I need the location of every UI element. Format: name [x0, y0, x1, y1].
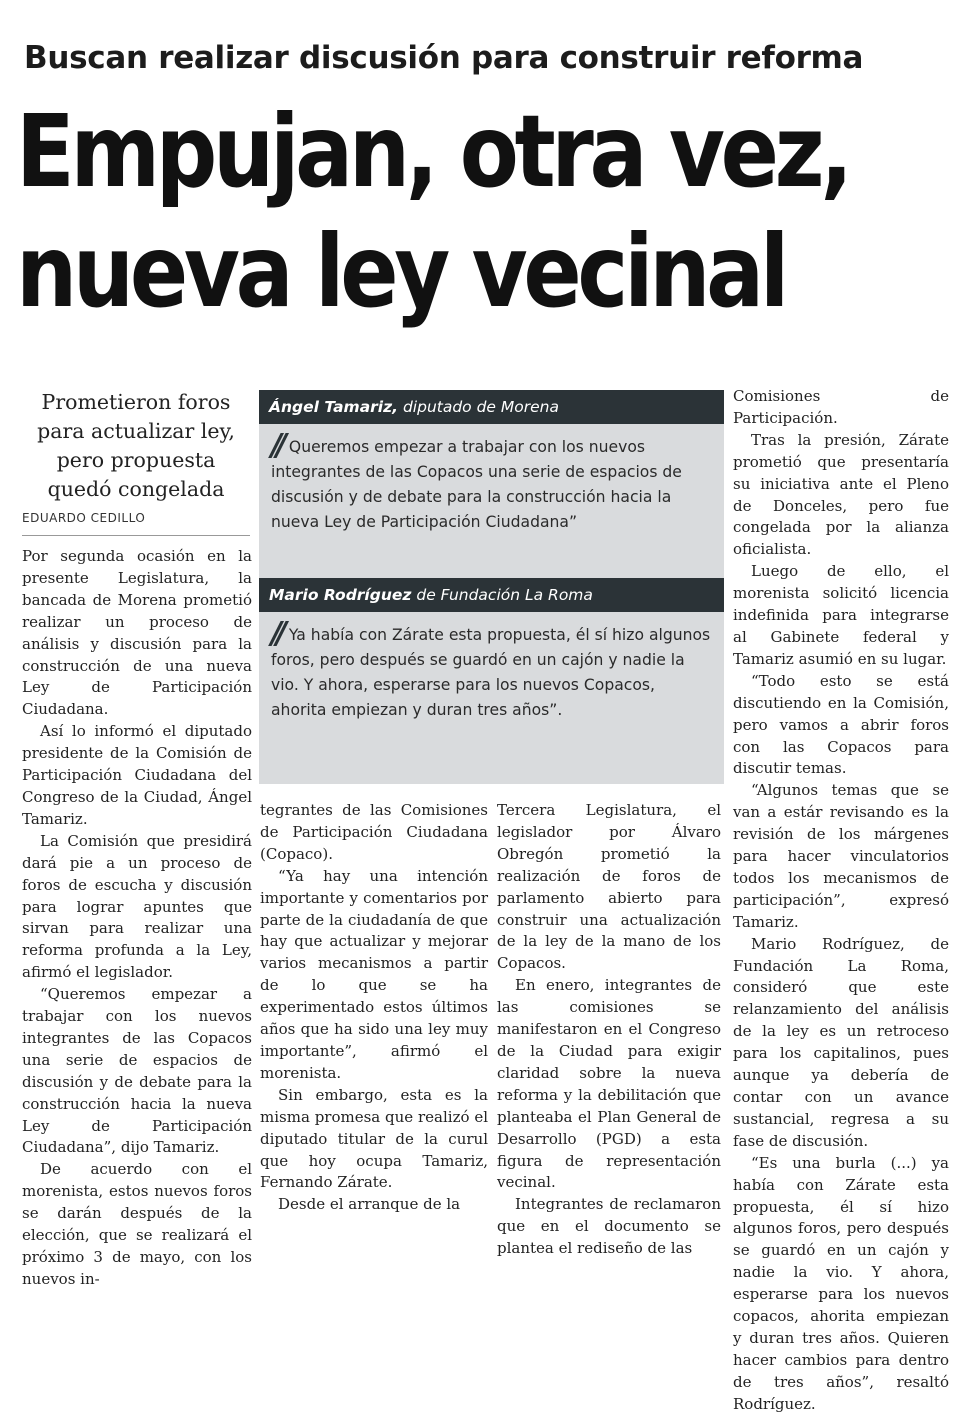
paragraph: Luego de ello, el morenista solicitó licencia indefinida para integrarse al Gabinete federal y Tamariz asumió en su lugar. [733, 562, 949, 668]
paragraph: Así lo informó el diputado presidente de la Comisión de Participación Ciudadana del Congreso de la Ciudad, Ángel Tamariz. [22, 722, 252, 828]
body-column-2 [260, 800, 488, 1216]
quote-speaker-header [259, 578, 724, 612]
paragraph: La Comisión que presidirá dará pie a un proceso de foros de escucha y discusión para lograr apuntes que sirvan para realizar una reforma profunda a la Ley, afirmó el legislador. [22, 831, 252, 982]
body-column-1 [22, 546, 252, 1291]
paragraph: Tras la presión, Zárate prometió que presentaría su iniciativa ante el Pleno de Donceles, pero fue congelada por la alianza oficialista. [733, 430, 949, 559]
article-byline: EDUARDO CEDILLO [22, 511, 250, 536]
paragraph: Mario Rodríguez, de Fundación La Roma, consideró que este relanzamiento del análisis de la ley es un retroceso para los capitalinos, pues aunque ya debería de contar con un avance sustancial, regresa a su fase de discusión. [733, 934, 949, 1150]
paragraph: tegrantes de las Comisiones de Participación Ciudadana (Copaco). [260, 801, 488, 863]
article-kicker: Buscan realizar discusión para construir reforma [24, 40, 864, 76]
paragraph: “Ya hay una intención importante y comentarios por parte de la ciudadanía de que hay que actualizar y mejorar varios mecanismos a partir de lo que se ha experimentado estos últimos años que ha sido una ley muy importante”, afirmó el morenista. [260, 866, 488, 1082]
paragraph: Comisiones de Participación. [733, 387, 949, 427]
paragraph: “Algunos temas que se van a estár revisando es la revisión de los márgenes para hacer vinculatorios todos los mecanismos de participación”, expresó Tamariz. [733, 781, 949, 931]
article-subhead: Prometieron foros para actualizar ley, pero propuesta quedó congelada [37, 390, 235, 501]
paragraph: “Todo esto se está discutiendo en la Comisión, pero vamos a abrir foros con las Copacos para discutir temas. [733, 671, 949, 778]
headline-line-2: nueva ley vecinal [16, 213, 786, 330]
quote-mark-icon: // [271, 428, 281, 463]
article-headline [16, 92, 849, 332]
quote-mark-icon: // [271, 616, 281, 651]
paragraph: Tercera Legislatura, el legislador por Álvaro Obregón prometió la realización de foros de parlamento abierto para construir una actualización de la ley de la mano de los Copacos. [497, 801, 721, 973]
quote-speaker-role: diputado de Morena [398, 398, 559, 416]
headline-line-1: Empujan, otra vez, [16, 93, 849, 210]
paragraph: De acuerdo con el morenista, estos nuevos foros se darán después de la elección, que se realizará el próximo 3 de mayo, con los nuevos in- [22, 1160, 252, 1288]
quote-box [259, 390, 724, 784]
paragraph: “Es una burla (...) ya había con Zárate esta propuesta, él sí hizo algunos foros, pero después se guardó en un cajón y nadie la vio. Y ahora, esperarse para los nuevos copacos, ahorita empiezan y duran tres años. Quieren hacer cambios para dentro de tres años”, resaltó Rodríguez. [733, 1153, 949, 1413]
pull-quote [259, 612, 724, 766]
paragraph: En enero, integrantes de las comisiones se manifestaron en el Congreso de la Ciudad para exigir claridad sobre la nueva reforma y la debilitación que planteaba el Plan General de Desarrollo (PGD) a esta figura de representación vecinal. [497, 976, 721, 1192]
pull-quote-text: Queremos empezar a trabajar con los nuevos integrantes de las Copacos una serie de espacios de discusión y de debate para la construcción hacia la nueva Ley de Participación Ciudadana” [271, 438, 682, 531]
quote-speaker-role: de Fundación La Roma [411, 586, 593, 604]
paragraph: Sin embargo, esta es la misma promesa que realizó el diputado titular de la curul que hoy ocupa Tamariz, Fernando Zárate. [260, 1085, 488, 1192]
paragraph: Desde el arranque de la [278, 1195, 461, 1214]
quote-speaker-name: Ángel Tamariz, [269, 398, 399, 416]
paragraph: “Queremos empezar a trabajar con los nuevos integrantes de las Copacos una serie de espacios de discusión y de debate para la construcción hacia la nueva Ley de Participación Ciudadana”, dijo Tamariz. [22, 985, 252, 1157]
body-column-3 [497, 800, 721, 1260]
quote-speaker-name: Mario Rodríguez [269, 586, 412, 604]
pull-quote-text: Ya había con Zárate esta propuesta, él sí hizo algunos foros, pero después se guardó en un cajón y nadie la vio. Y ahora, esperarse para los nuevos Copacos, ahorita empiezan y duran tres años”. [271, 626, 711, 719]
quote-speaker-header [259, 390, 724, 424]
body-column-4 [733, 386, 949, 1416]
pull-quote [259, 424, 724, 578]
paragraph: Integrantes de reclamaron que en el documento se plantea el rediseño de las [497, 1195, 721, 1258]
paragraph: Por segunda ocasión en la presente Legislatura, la bancada de Morena prometió realizar un proceso de análisis y discusión para la construcción de una nueva Ley de Participación Ciudadana. [22, 547, 252, 719]
